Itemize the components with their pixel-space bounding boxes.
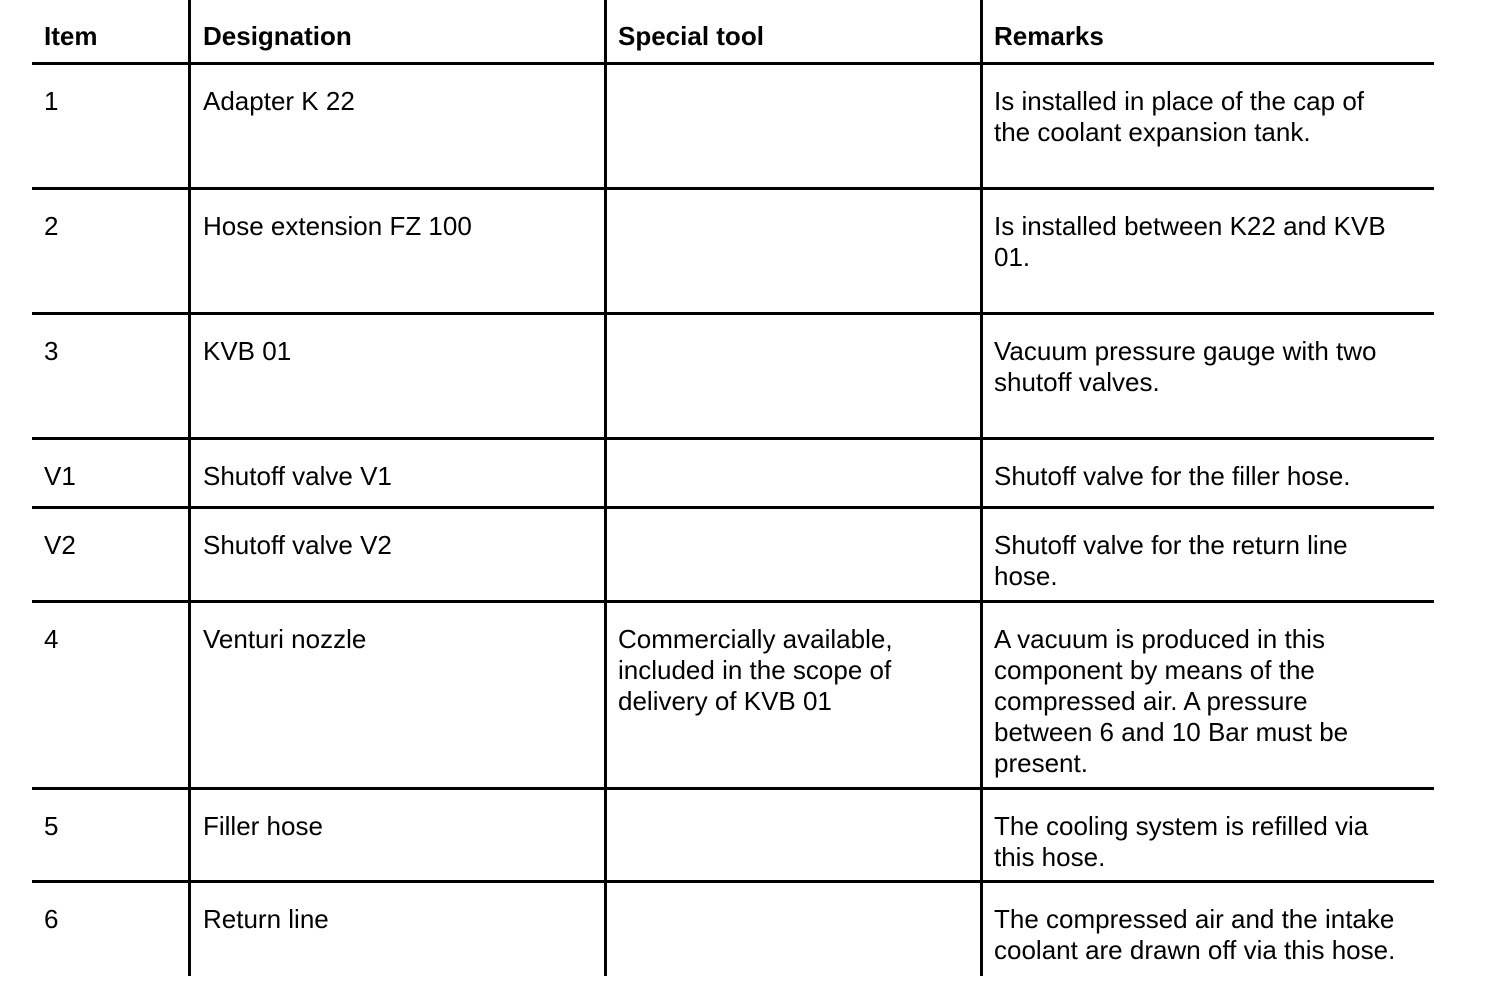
cell-special-tool [604, 790, 980, 880]
table-row [32, 790, 1434, 883]
table-row [32, 509, 1434, 603]
table-row [32, 603, 1434, 790]
cell-item: 1 [44, 86, 59, 116]
cell-designation: Shutoff valve V1 [188, 440, 604, 506]
parts-table [32, 0, 1434, 976]
cell-special-tool: Commercially available, included in the scope of delivery of KVB 01 [604, 603, 980, 787]
cell-special-tool [604, 65, 980, 187]
table-row [32, 65, 1434, 190]
cell-remarks: Shutoff valve for the filler hose. [980, 440, 1434, 506]
header-item: Item [44, 21, 98, 51]
cell-item: 2 [44, 211, 59, 241]
cell-designation: Shutoff valve V2 [188, 509, 604, 600]
cell-remarks: Is installed between K22 and KVB 01. [980, 190, 1434, 312]
cell-designation: Filler hose [188, 790, 604, 880]
cell-designation: Adapter K 22 [188, 65, 604, 187]
cell-remarks: The compressed air and the intake coolant are drawn off via this hose. [980, 883, 1434, 976]
cell-item: V2 [44, 530, 76, 560]
cell-special-tool [604, 315, 980, 437]
header-designation: Designation [188, 0, 604, 62]
cell-item: 6 [44, 904, 59, 934]
cell-remarks: A vacuum is produced in this component by means of the compressed air. A pressure between 6 and 10 Bar must be present. [980, 603, 1434, 787]
header-special-tool: Special tool [604, 0, 980, 62]
cell-remarks: Is installed in place of the cap of the coolant expansion tank. [980, 65, 1434, 187]
cell-special-tool [604, 509, 980, 600]
table-row [32, 315, 1434, 440]
cell-item: V1 [44, 461, 76, 491]
header-remarks: Remarks [980, 0, 1434, 62]
cell-special-tool [604, 190, 980, 312]
cell-remarks: The cooling system is refilled via this hose. [980, 790, 1434, 880]
cell-designation: Return line [188, 883, 604, 976]
table-header-row [32, 0, 1434, 65]
cell-special-tool [604, 883, 980, 976]
cell-designation: KVB 01 [188, 315, 604, 437]
table-row [32, 190, 1434, 315]
cell-special-tool [604, 440, 980, 506]
cell-remarks: Shutoff valve for the return line hose. [980, 509, 1434, 600]
cell-item: 3 [44, 336, 59, 366]
cell-remarks: Vacuum pressure gauge with two shutoff valves. [980, 315, 1434, 437]
cell-designation: Venturi nozzle [188, 603, 604, 787]
cell-item: 5 [44, 811, 59, 841]
table-row [32, 440, 1434, 509]
cell-item: 4 [44, 624, 59, 654]
table-row [32, 883, 1434, 976]
cell-designation: Hose extension FZ 100 [188, 190, 604, 312]
